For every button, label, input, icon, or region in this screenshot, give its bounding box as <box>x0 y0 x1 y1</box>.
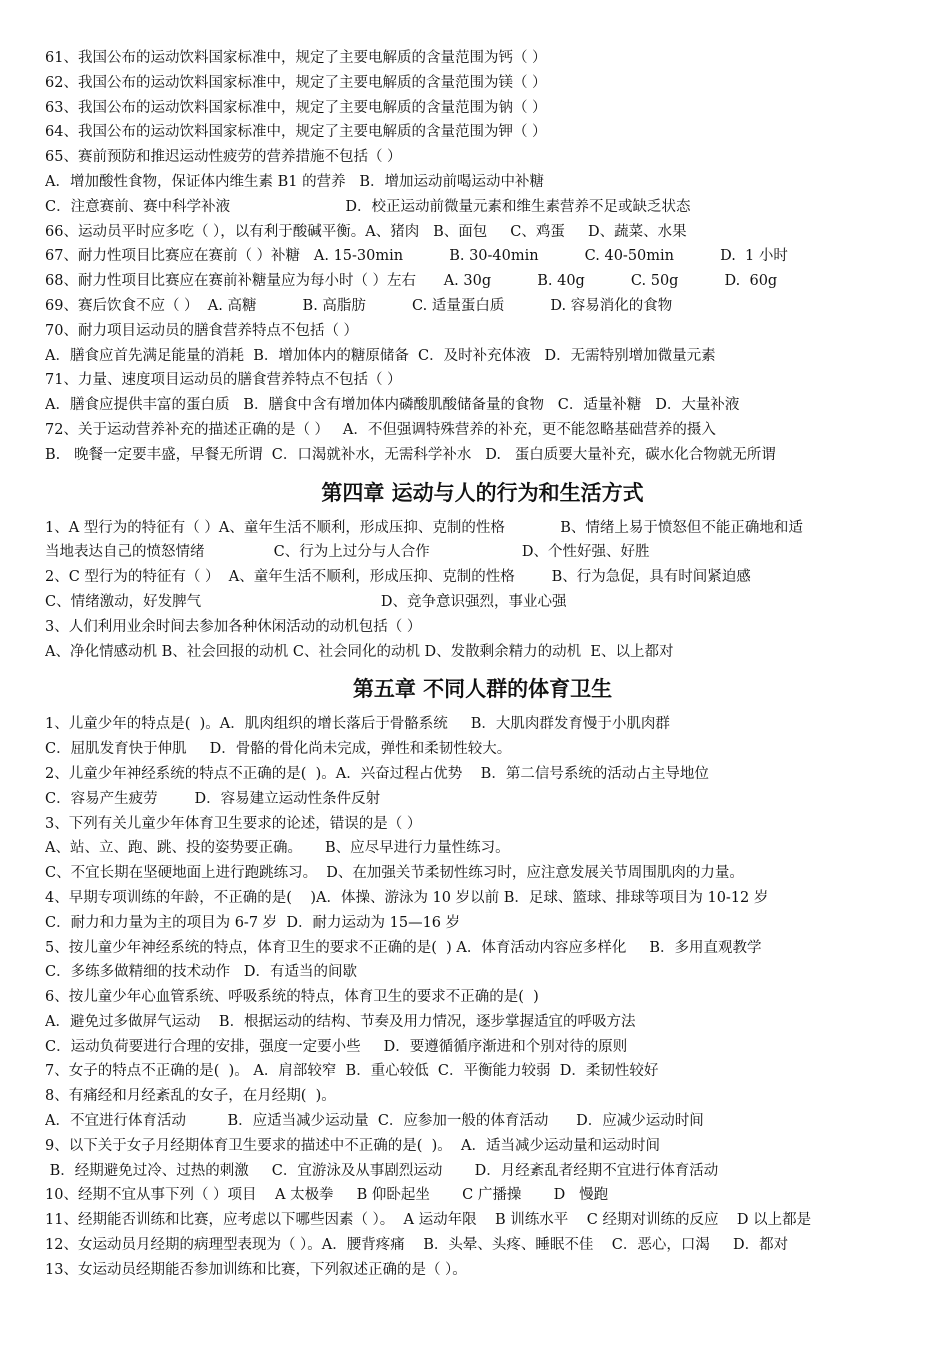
question-line: 10、经期不宜从事下列（ ）项目 A 太极拳 B 仰卧起坐 C 广播操 D 慢跑 <box>45 1187 609 1204</box>
chapter5-title: 第五章 不同人群的体育卫生 <box>352 677 613 702</box>
behavior-questions <box>45 516 920 665</box>
question-line: 65、赛前预防和推迟运动性疲劳的营养措施不包括（ ） <box>45 149 402 166</box>
question-line: C．注意赛前、赛中科学补液 D．校正运动前微量元素和维生素营养不足或缺乏状态 <box>45 198 691 215</box>
question-line: 72、关于运动营养补充的描述正确的是（ ） A．不但强调特殊营养的补充，更不能忽略基础营养的摄入 <box>45 421 716 438</box>
question-line: 66、运动员平时应多吃（ ），以有利于酸碱平衡。A、猪肉 B、面包 C、鸡蛋 D、蔬菜、水果 <box>45 223 687 240</box>
question-line: 71、力量、速度项目运动员的膳食营养特点不包括（ ） <box>45 372 402 389</box>
question-line: 3、人们利用业余时间去参加各种休闲活动的动机包括（ ） <box>45 618 422 635</box>
question-line: 11、经期能否训练和比赛，应考虑以下哪些因素（ ）。 A 运动年限 B 训练水平 C 经期对训练的反应 D 以上都是 <box>45 1212 812 1229</box>
question-line: 2、C 型行为的特征有（ ） A、童年生活不顺利，形成压抑、克制的性格 B、行为急促，具有时间紧迫感 <box>45 569 751 586</box>
nutrition-questions <box>45 46 920 468</box>
hygiene-questions <box>45 712 920 1282</box>
question-line: B. 晚餐一定要丰盛，早餐无所谓 C．口渴就补水，无需科学补水 D. 蛋白质要大量补充，碳水化合物就无所谓 <box>45 446 776 463</box>
question-line: 3、下列有关儿童少年体育卫生要求的论述，错误的是（ ） <box>45 815 422 832</box>
question-line: 62、我国公布的运动饮料国家标准中，规定了主要电解质的含量范围为镁（ ） <box>45 74 547 91</box>
question-line: C．多练多做精细的技术动作 D．有适当的间歇 <box>45 964 358 981</box>
question-line: C．屈肌发育快于伸肌 D．骨骼的骨化尚未完成，弹性和柔韧性较大。 <box>45 741 512 758</box>
question-line: 63、我国公布的运动饮料国家标准中，规定了主要电解质的含量范围为钠（ ） <box>45 99 547 116</box>
question-line: 67、耐力性项目比赛应在赛前（ ）补糖 A. 15-30min B. 30-40min C. 40-50min D. 1 小时 <box>45 248 788 265</box>
question-line: 12、女运动员月经期的病理型表现为（ ）。A．腰背疼痛 B．头晕、头疼、睡眠不佳 C．恶心，口渴 D．都对 <box>45 1237 789 1254</box>
question-line: C．运动负荷要进行合理的安排，强度一定要小些 D．要遵循循序渐进和个别对待的原则 <box>45 1038 628 1055</box>
question-line: 5、按儿童少年神经系统的特点，体育卫生的要求不正确的是( ) A．体育活动内容应多样化 B．多用直观教学 <box>45 939 762 956</box>
question-line: A．不宜进行体育活动 B．应适当减少运动量 C．应参加一般的体育活动 D．应减少运动时间 <box>45 1113 704 1130</box>
question-line: A．增加酸性食物，保证体内维生素 B1 的营养 B．增加运动前喝运动中补糖 <box>45 173 545 190</box>
question-line: B．经期避免过冷、过热的刺激 C．宜游泳及从事剧烈运动 D．月经紊乱者经期不宜进行体育活动 <box>45 1162 719 1179</box>
question-line: C、情绪激动，好发脾气 D、竞争意识强烈，事业心强 <box>45 593 567 610</box>
question-line: 13、女运动员经期能否参加训练和比赛，下列叙述正确的是（ ）。 <box>45 1261 467 1278</box>
question-line: 当地表达自己的愤怒情绪 C、行为上过分与人合作 D、个性好强、好胜 <box>45 544 650 561</box>
question-line: A、站、立、跑、跳、投的姿势要正确。 B、应尽早进行力量性练习。 <box>45 840 510 857</box>
question-line: 1、儿童少年的特点是( )。A．肌肉组织的增长落后于骨骼系统 B．大肌肉群发育慢于小肌肉群 <box>45 716 670 733</box>
question-line: 70、耐力项目运动员的膳食营养特点不包括（ ） <box>45 322 359 339</box>
chapter4-title: 第四章 运动与人的行为和生活方式 <box>321 480 644 505</box>
question-line: 8、有痛经和月经紊乱的女子，在月经期( )。 <box>45 1088 336 1105</box>
question-line: A、净化情感动机 B、社会回报的动机 C、社会同化的动机 D、发散剩余精力的动机 E、以上都对 <box>45 643 674 660</box>
question-line: 64、我国公布的运动饮料国家标准中，规定了主要电解质的含量范围为钾（ ） <box>45 124 547 141</box>
question-line: 61、我国公布的运动饮料国家标准中，规定了主要电解质的含量范围为钙（ ） <box>45 50 547 66</box>
question-line: C．耐力和力量为主的项目为 6-7 岁 D．耐力运动为 15—16 岁 <box>45 914 461 931</box>
question-line: 2、儿童少年神经系统的特点不正确的是( )。A．兴奋过程占优势 B．第二信号系统的活动占主导地位 <box>45 765 709 782</box>
question-line: A．膳食应提供丰富的蛋白质 B．膳食中含有增加体内磷酸肌酸储备量的食物 C．适量补糖 D．大量补液 <box>45 397 740 414</box>
question-line: 7、女子的特点不正确的是( )。 A．肩部较窄 B．重心较低 C．平衡能力较弱 D．柔韧性较好 <box>45 1063 659 1080</box>
question-line: 1、A 型行为的特征有（ ）A、童年生活不顺利，形成压抑、克制的性格 B、情绪上易于愤怒但不能正确地和适 <box>45 519 803 536</box>
question-line: 9、以下关于女子月经期体育卫生要求的描述中不正确的是( )。 A．适当减少运动量和运动时间 <box>45 1137 660 1154</box>
question-line: C、不宜长期在坚硬地面上进行跑跳练习。 D、在加强关节柔韧性练习时，应注意发展关节周围肌肉的力量。 <box>45 865 744 882</box>
question-line: 69、赛后饮食不应（ ） A. 高糖 B. 高脂肪 C. 适量蛋白质 D. 容易消化的食物 <box>45 297 673 314</box>
question-line: 68、耐力性项目比赛应在赛前补糖量应为每小时（ ）左右 A. 30g B. 40g C. 50g D. 60g <box>45 273 778 290</box>
question-line: A．膳食应首先满足能量的消耗 B．增加体内的糖原储备 C．及时补充体液 D．无需特别增加微量元素 <box>45 347 716 364</box>
question-line: A．避免过多做屏气运动 B．根据运动的结构、节奏及用力情况，逐步掌握适宜的呼吸方法 <box>45 1013 636 1030</box>
question-line: 4、早期专项训练的年龄，不正确的是( )A．体操、游泳为 10 岁以前 B．足球、篮球、排球等项目为 10-12 岁 <box>45 889 769 906</box>
question-line: C．容易产生疲劳 D．容易建立运动性条件反射 <box>45 790 381 807</box>
question-line: 6、按儿童少年心血管系统、呼吸系统的特点，体育卫生的要求不正确的是( ) <box>45 989 539 1006</box>
document-page <box>45 46 920 1283</box>
